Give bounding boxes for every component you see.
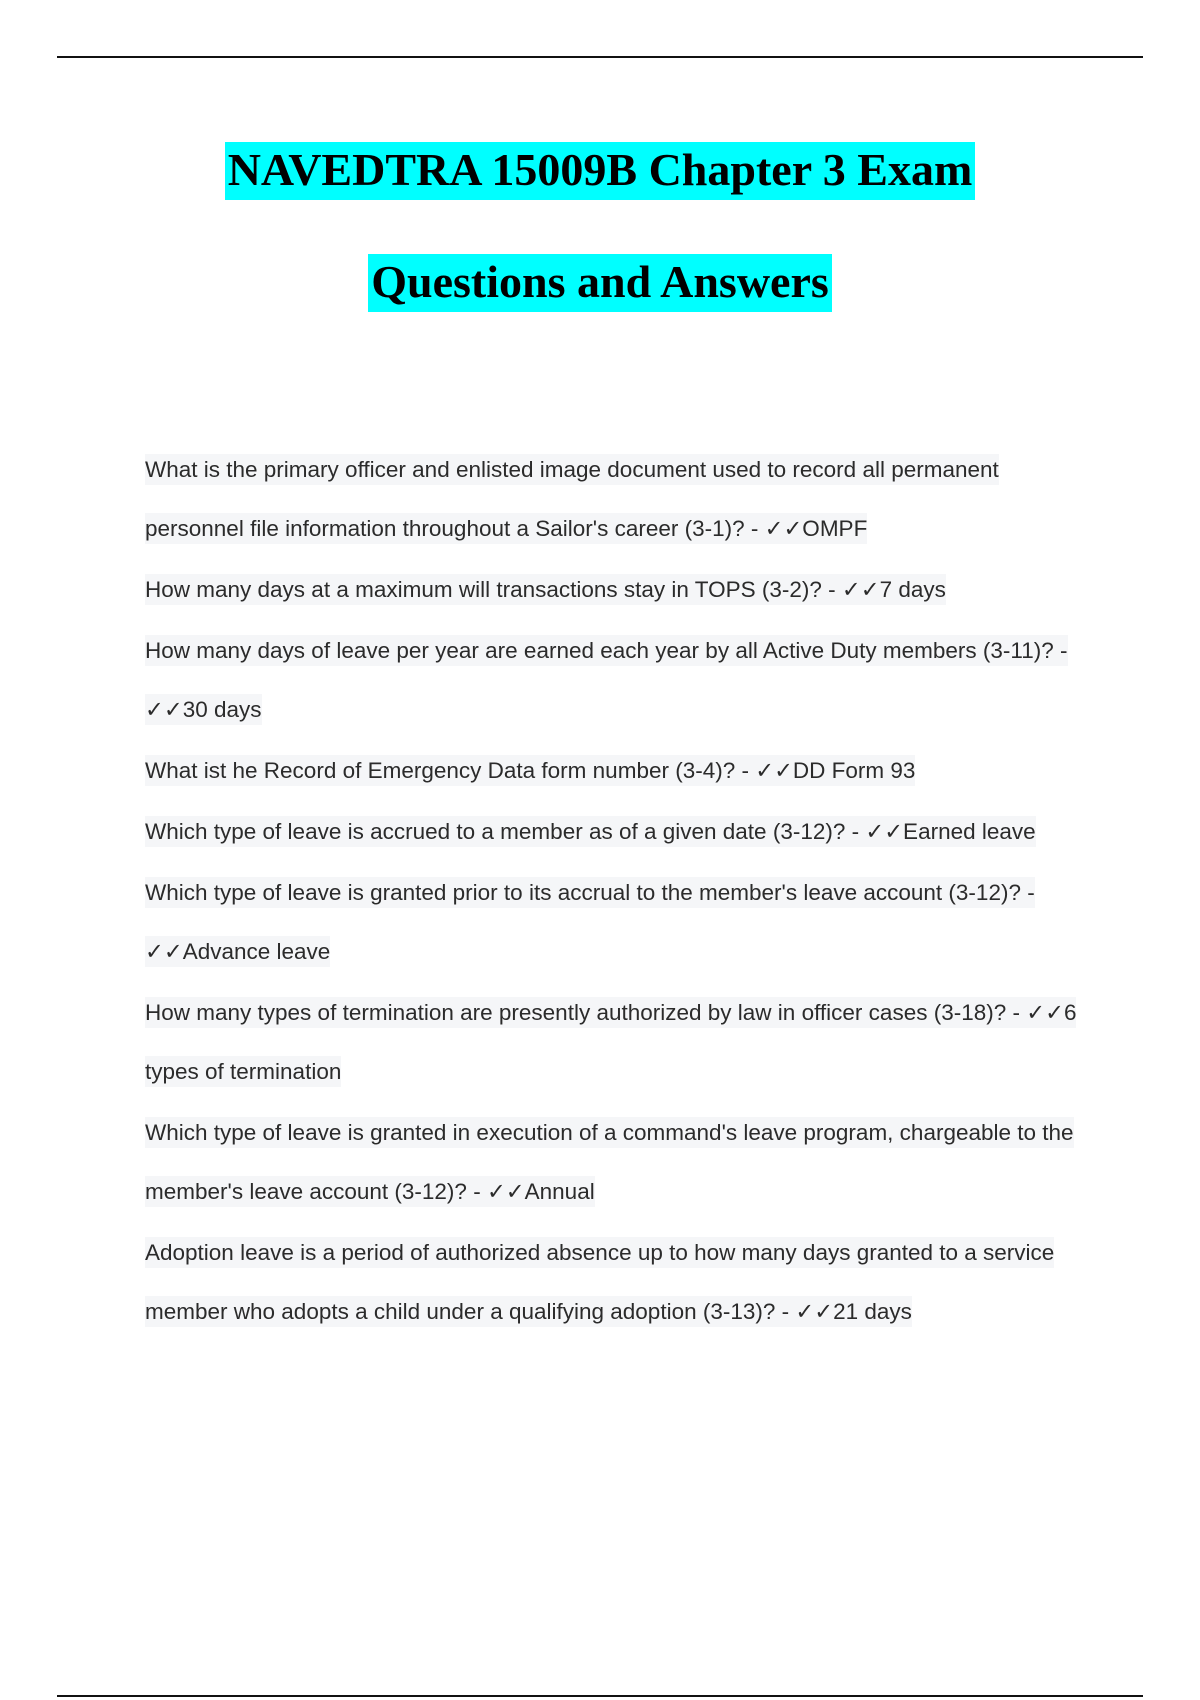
- qa-item: [145, 863, 1095, 981]
- qa-list: [145, 440, 1095, 1341]
- qa-text: Which type of leave is granted prior to its accrual to the member's leave account (3-12)? - ✓✓Advance leave: [145, 877, 1035, 967]
- qa-item: [145, 621, 1095, 739]
- top-rule: [57, 56, 1143, 58]
- qa-text: What is the primary officer and enlisted image document used to record all permanent personnel file information throughout a Sailor's career (3-1)? - ✓✓OMPF: [145, 454, 999, 544]
- qa-text: How many types of termination are presently authorized by law in officer cases (3-18)? - ✓✓6 types of termination: [145, 997, 1076, 1087]
- qa-text: Which type of leave is granted in execution of a command's leave program, chargeable to the member's leave account (3-12)? - ✓✓Annual: [145, 1117, 1074, 1207]
- title-line-1: NAVEDTRA 15009B Chapter 3 Exam: [225, 142, 976, 200]
- qa-text: How many days of leave per year are earned each year by all Active Duty members (3-11)? - ✓✓30 days: [145, 635, 1068, 725]
- qa-text: Adoption leave is a period of authorized absence up to how many days granted to a service member who adopts a child under a qualifying adoption (3-13)? - ✓✓21 days: [145, 1237, 1054, 1327]
- qa-item: [145, 1223, 1095, 1341]
- document-title: [0, 142, 1200, 366]
- qa-item: [145, 440, 1095, 558]
- bottom-rule: [57, 1695, 1143, 1697]
- qa-item: [145, 802, 1095, 861]
- qa-text: What ist he Record of Emergency Data form number (3-4)? - ✓✓DD Form 93: [145, 755, 915, 786]
- qa-text: How many days at a maximum will transactions stay in TOPS (3-2)? - ✓✓7 days: [145, 574, 946, 605]
- title-line-2: Questions and Answers: [368, 254, 832, 312]
- qa-item: [145, 560, 1095, 619]
- qa-item: [145, 1103, 1095, 1221]
- qa-text: Which type of leave is accrued to a member as of a given date (3-12)? - ✓✓Earned leave: [145, 816, 1036, 847]
- qa-item: [145, 741, 1095, 800]
- qa-item: [145, 983, 1095, 1101]
